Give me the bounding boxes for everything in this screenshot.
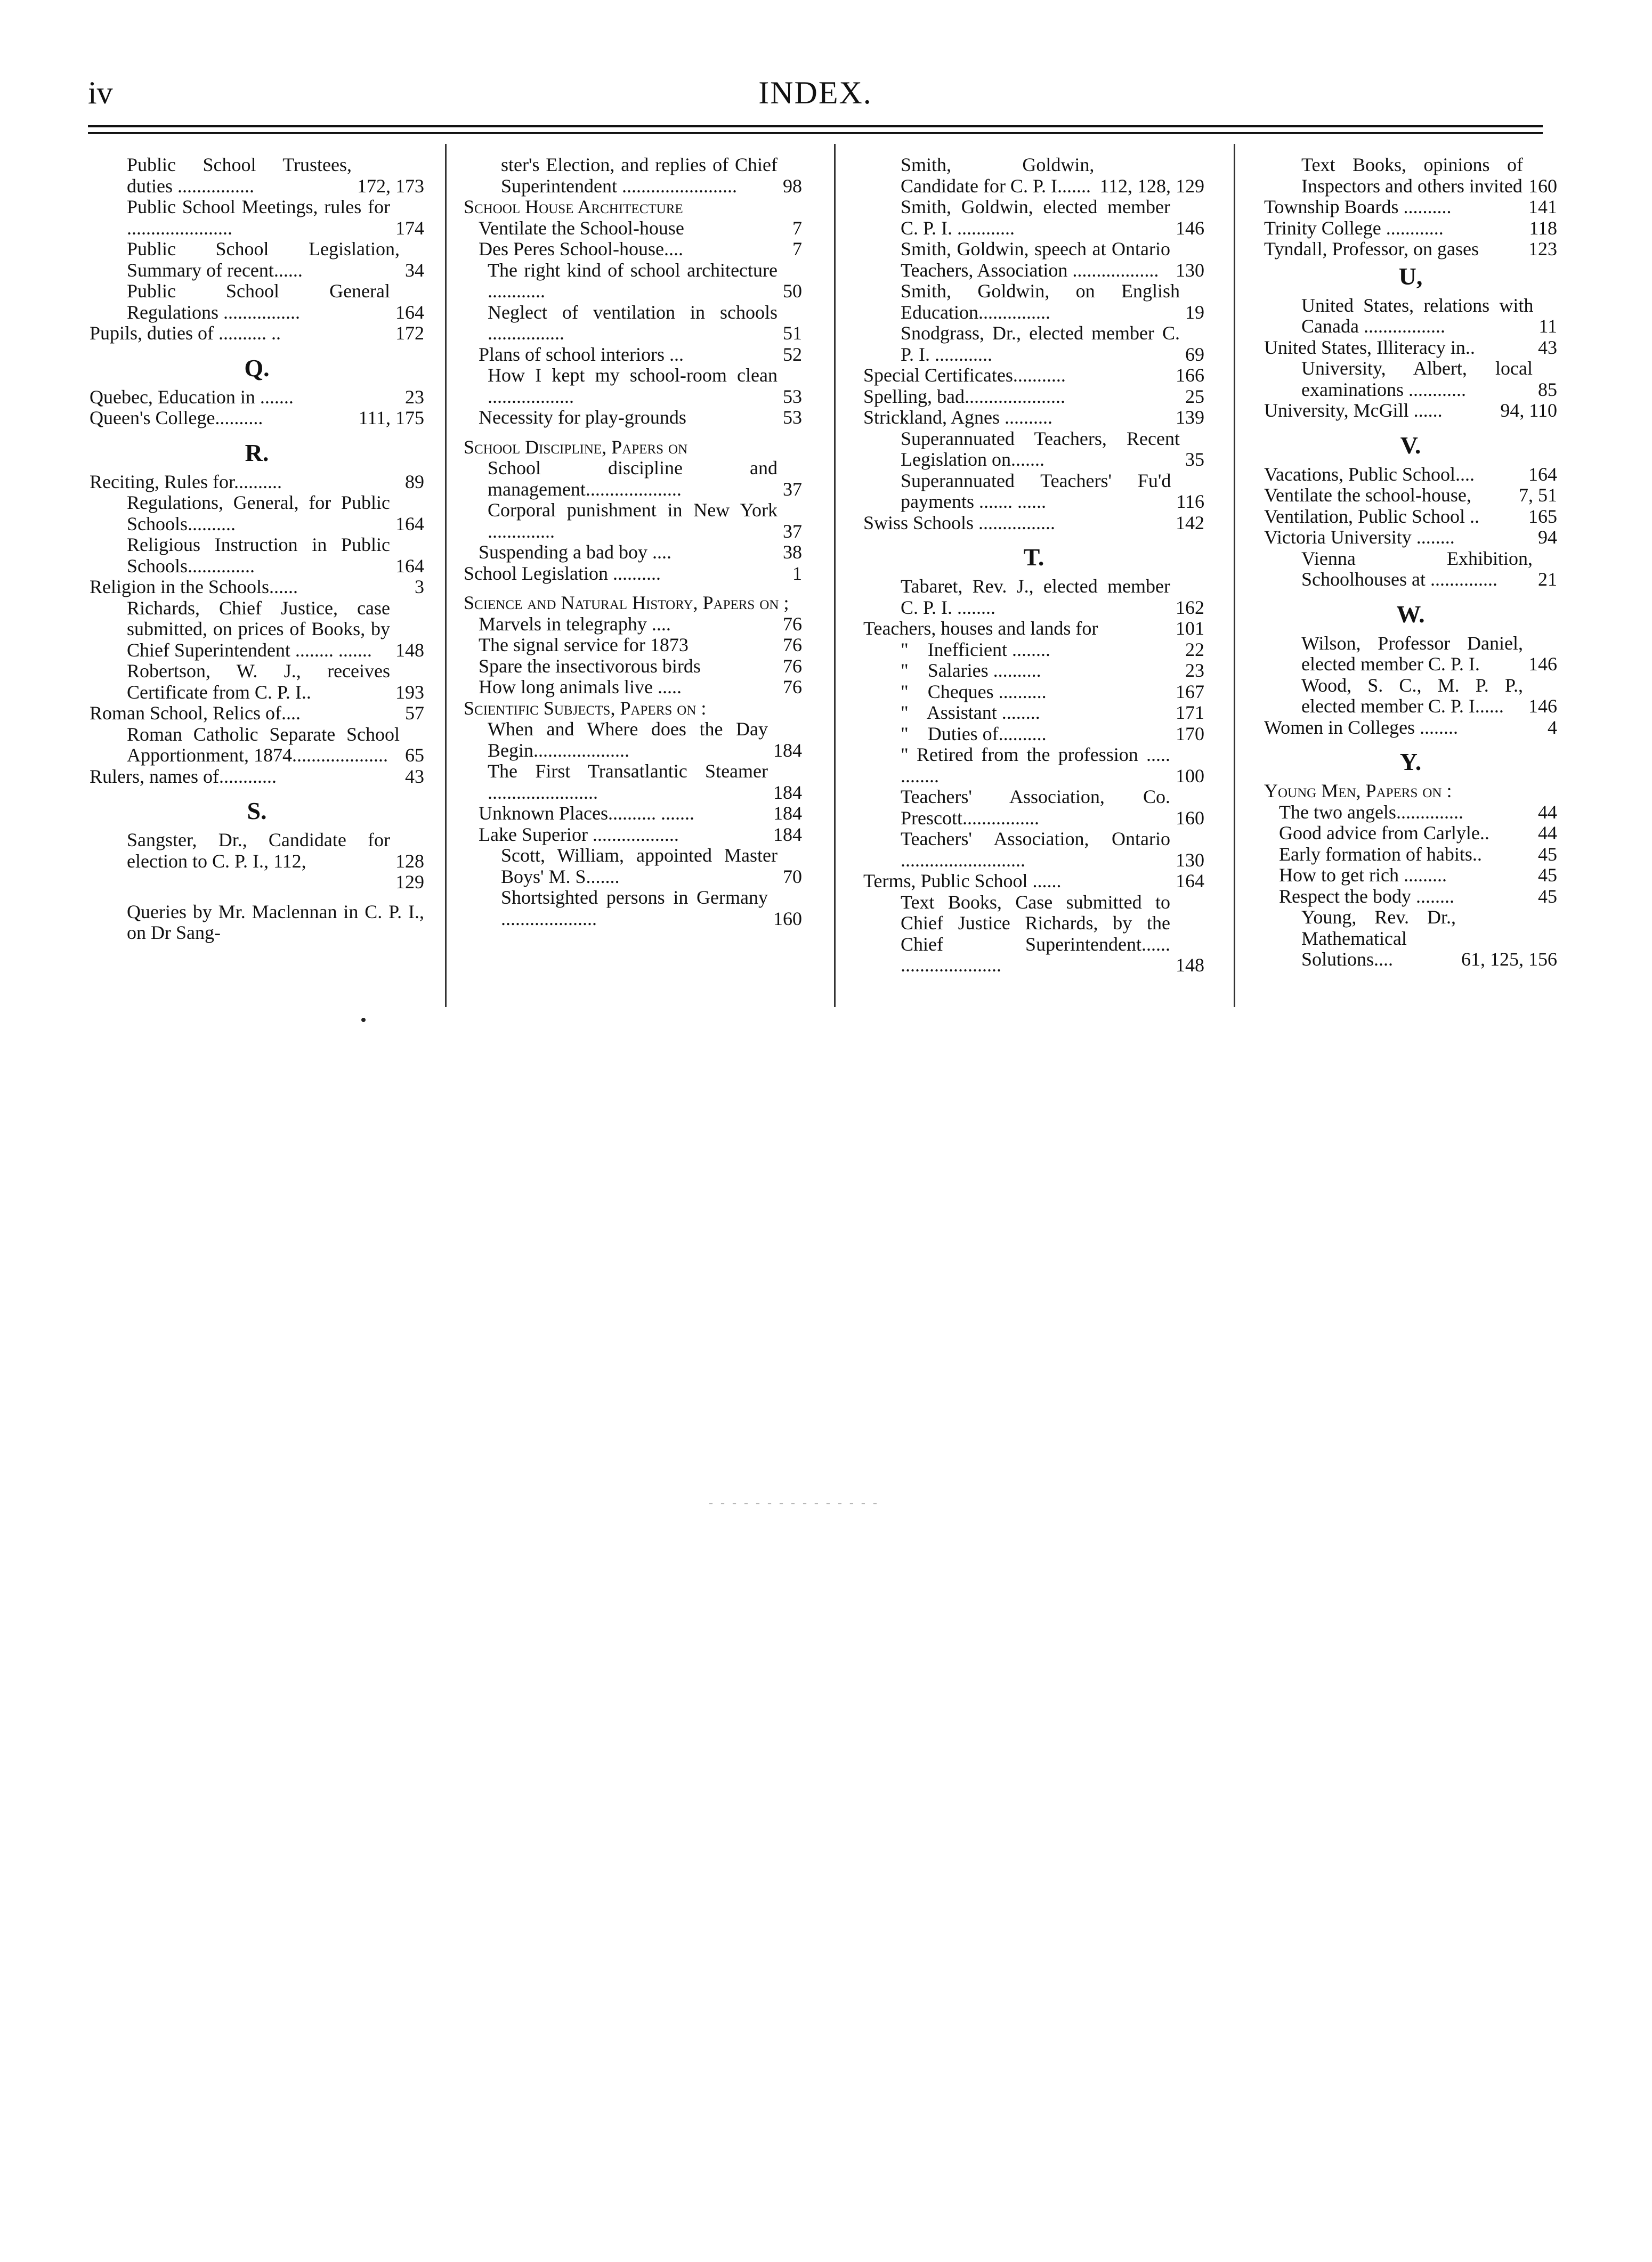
index-column-2 — [464, 155, 802, 929]
index-entry: " Duties of.......... 170 — [901, 723, 1204, 744]
page-title: INDEX. — [758, 75, 872, 110]
index-entry: Swiss Schools ................ 142 — [863, 512, 1204, 533]
index-entry: Spelling, bad..................... 25 — [863, 385, 1204, 407]
index-entry: Township Boards .......... 141 — [1264, 196, 1557, 217]
index-entry: Scott, William, appointed Master Boys' M. S....... 70 — [501, 845, 802, 887]
index-entry: " Assistant ........ 171 — [901, 702, 1204, 723]
index-entry: " Retired from the profession ..... ........ 100 — [901, 744, 1204, 787]
index-entry: How long animals live ..... 76 — [479, 676, 802, 698]
index-column-4 — [1264, 155, 1557, 970]
subject-heading: School Discipline, Papers on — [464, 436, 688, 458]
index-entry: Special Certificates........... 166 — [863, 364, 1204, 386]
index-entry: Roman School, Relics of.... 57 — [90, 702, 424, 724]
index-entry: Vacations, Public School.... 164 — [1264, 463, 1557, 485]
index-entry-continued-pages: 129 — [395, 871, 424, 893]
index-entry: Superannuated Teachers' Fu'd payments ....... ...... 116 — [901, 469, 1204, 512]
index-entry: Terms, Public School ...... 164 — [863, 870, 1204, 891]
index-entry: How to get rich ......... 45 — [1279, 864, 1557, 886]
section-letter-u: U, — [1398, 262, 1423, 290]
index-entry: Good advice from Carlyle.. 44 — [1279, 822, 1557, 844]
index-entry: Lake Superior .................. 184 — [479, 823, 802, 845]
index-entry: Religious Instruction in Public Schools.............. 164 — [127, 534, 424, 577]
subject-heading: Science and Natural History, Papers on ; — [464, 592, 789, 613]
index-entry: School discipline and management.................... 37 — [488, 457, 802, 500]
index-entry: Plans of school interiors ... 52 — [479, 343, 802, 365]
index-entry: When and Where does the Day Begin.................... 184 — [488, 718, 802, 761]
index-entry: Roman Catholic Separate School Apportionment, 1874.................... 65 — [127, 723, 424, 766]
index-entry: United States, Illiteracy in.. 43 — [1264, 336, 1557, 358]
index-entry: Ventilate the school-house, 7, 51 — [1264, 484, 1557, 506]
index-entry: Victoria University ........ 94 — [1264, 526, 1557, 548]
index-entry: Queries by Mr. Maclennan in C. P. I., on Dr Sang- — [127, 901, 424, 943]
index-entry: Marvels in telegraphy .... 76 — [479, 613, 802, 635]
index-entry: Public School General Regulations ................ 164 — [127, 280, 424, 323]
index-entry: United States, relations with Canada ................. 11 — [1301, 294, 1557, 337]
index-entry: Strickland, Agnes .......... 139 — [863, 407, 1204, 428]
index-entry: The two angels.............. 44 — [1279, 801, 1557, 823]
index-entry: Des Peres School-house.... 7 — [479, 238, 802, 260]
index-entry: Trinity College ............ 118 — [1264, 217, 1557, 239]
index-entry: The right kind of school architecture ............ 50 — [488, 259, 802, 302]
index-entry: Smith, Goldwin, speech at Ontario Teachers, Association .................. 130 — [901, 238, 1204, 281]
index-entry: Public School Trustees, duties ................ 172, 173 — [127, 154, 424, 197]
index-entry: Tabaret, Rev. J., elected member C. P. I. ........ 162 — [901, 575, 1204, 618]
index-entry: Text Books, Case submitted to Chief Justice Richards, by the Chief Superintendent...... ..................... 148 — [901, 891, 1204, 976]
section-letter-q: Q. — [244, 354, 270, 382]
header-rule-thick — [88, 125, 1543, 127]
index-entry: Sangster, Dr., Candidate for election to C. P. I., 112, 128 — [127, 829, 424, 872]
subject-heading: Young Men, Papers on : — [1264, 780, 1452, 801]
index-entry: Women in Colleges ........ 4 — [1264, 716, 1557, 738]
index-entry: The First Transatlantic Steamer ....................... 184 — [488, 760, 802, 803]
section-letter-v: V. — [1400, 431, 1421, 459]
index-entry: How I kept my school-room clean .................. 53 — [488, 364, 802, 407]
index-entry: Public School Meetings, rules for ...................... 174 — [127, 196, 424, 239]
index-entry: Early formation of habits.. 45 — [1279, 843, 1557, 865]
index-entry: Public School Legislation, Summary of recent...... 34 — [127, 238, 424, 281]
index-entry: Wood, S. C., M. P. P., elected member C. P. I...... 146 — [1301, 674, 1557, 717]
index-entry: Regulations, General, for Public Schools.......... 164 — [127, 492, 424, 534]
index-entry: Wilson, Professor Daniel, elected member C. P. I. 146 — [1301, 632, 1557, 675]
subject-heading: School House Architecture — [464, 196, 683, 217]
index-entry: Snodgrass, Dr., elected member C. P. I. ............ 69 — [901, 322, 1204, 365]
index-entry: Shortsighted persons in Germany .................... 160 — [501, 887, 802, 929]
index-entry: Necessity for play-grounds 53 — [479, 407, 802, 428]
index-entry: Corporal punishment in New York .............. 37 — [488, 499, 802, 542]
index-entry: Smith, Goldwin, Candidate for C. P. I....... 112, 128, 129 — [901, 154, 1204, 197]
index-entry: Spare the insectivorous birds 76 — [479, 655, 802, 677]
index-entry: Ventilation, Public School .. 165 — [1264, 505, 1557, 527]
index-entry: Smith, Goldwin, elected member C. P. I. ............ 146 — [901, 196, 1204, 239]
index-entry: " Salaries .......... 23 — [901, 660, 1204, 681]
subject-heading: Scientific Subjects, Papers on : — [464, 697, 707, 719]
index-entry: The signal service for 1873 76 — [479, 634, 802, 655]
index-entry: Richards, Chief Justice, case submitted, on prices of Books, by Chief Superintendent ........ ....... 148 — [127, 597, 424, 661]
index-entry: Teachers, houses and lands for 101 — [863, 618, 1204, 639]
index-entry: " Cheques .......... 167 — [901, 680, 1204, 702]
header-rule-thin — [88, 132, 1543, 134]
index-entry: Young, Rev. Dr., Mathematical Solutions.... 61, 125, 156 — [1301, 906, 1557, 970]
index-entry: Teachers' Association, Ontario .......................... 130 — [901, 828, 1204, 871]
index-entry: Vienna Exhibition, Schoolhouses at .............. 21 — [1301, 547, 1557, 590]
index-entry: Text Books, opinions of Inspectors and others invited 160 — [1301, 154, 1557, 197]
footer-ornament: - - - - - - - - - - - - - - - — [709, 1496, 879, 1510]
stray-mark — [361, 1018, 366, 1022]
index-entry: Rulers, names of............ 43 — [90, 765, 424, 787]
section-letter-s: S. — [247, 797, 267, 824]
running-header — [88, 75, 1543, 123]
index-entry: " Inefficient ........ 22 — [901, 638, 1204, 660]
page-number: iv — [88, 75, 113, 110]
index-entry: Religion in the Schools...... 3 — [90, 576, 424, 597]
column-divider-3 — [1234, 144, 1235, 1007]
column-divider-2 — [834, 144, 836, 1007]
index-entry: Respect the body ........ 45 — [1279, 885, 1557, 907]
index-column-3 — [863, 155, 1204, 976]
column-divider-1 — [445, 144, 447, 1007]
section-letter-y: Y. — [1399, 748, 1422, 775]
index-entry: Unknown Places.......... ....... 184 — [479, 802, 802, 824]
index-entry: Ventilate the School-house 7 — [479, 217, 802, 239]
index-entry: Teachers' Association, Co. Prescott................ 160 — [901, 786, 1204, 829]
index-entry: Pupils, duties of .......... .. 172 — [90, 322, 424, 344]
index-column-1 — [90, 155, 424, 944]
index-entry: School Legislation .......... 1 — [464, 562, 802, 584]
index-entry: University, Albert, local examinations ............ 85 — [1301, 358, 1557, 400]
section-letter-w: W. — [1396, 600, 1425, 628]
index-entry: University, McGill ...... 94, 110 — [1264, 400, 1557, 421]
index-entry: Queen's College.......... 111, 175 — [90, 407, 424, 428]
index-entry: Smith, Goldwin, on English Education............... 19 — [901, 280, 1204, 323]
section-letter-r: R. — [245, 439, 269, 466]
index-entry: Neglect of ventilation in schools ................ 51 — [488, 301, 802, 344]
index-entry: Quebec, Education in ....... 23 — [90, 386, 424, 408]
index-entry: Robertson, W. J., receives Certificate from C. P. I.. 193 — [127, 660, 424, 703]
index-entry: Reciting, Rules for.......... 89 — [90, 471, 424, 492]
index-entry: ster's Election, and replies of Chief Superintendent ........................ 98 — [501, 154, 802, 197]
section-letter-t: T. — [1023, 544, 1044, 571]
index-entry: Suspending a bad boy .... 38 — [479, 541, 802, 563]
index-entry: Superannuated Teachers, Recent Legislation on....... 35 — [901, 427, 1204, 470]
index-entry: Tyndall, Professor, on gases 123 — [1264, 238, 1557, 260]
